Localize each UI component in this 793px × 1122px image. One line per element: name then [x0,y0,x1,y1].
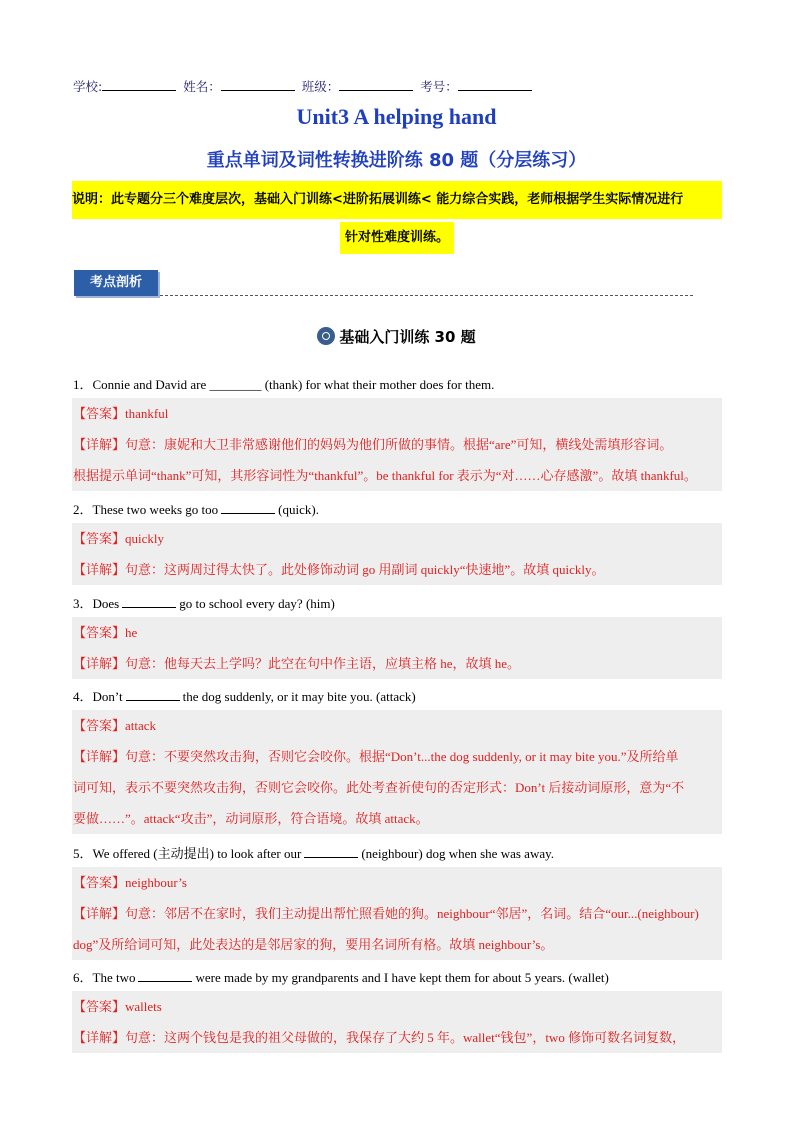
detail-label: 【详解】 [73,438,126,453]
answer-value: he [125,625,138,640]
answer-row [73,991,722,1022]
question-number: 5． [73,846,93,861]
question-text [73,843,554,862]
badge-icon [317,327,335,345]
detail-row [73,648,722,679]
answer-label: 【答案】 [73,626,126,641]
detail-text: 要做……”。attack“攻击”，动词原形，符合语境。故填 attack。 [73,811,429,826]
question-stem-end: (neighbour) dog when she was away. [361,846,555,861]
detail-row [73,741,722,772]
detail-label: 【详解】 [73,657,126,672]
answer-box [72,398,722,491]
detail-label: 【详解】 [73,563,126,578]
answer-blank[interactable] [304,847,358,858]
question-stem: Connie and David are ________ (thank) for what their mother does for them. [92,377,495,392]
answer-value: thankful [125,406,169,421]
detail-label: 【详解】 [73,750,126,765]
question-stem: The two [92,970,136,985]
detail-row [73,460,722,491]
detail-text: 句意：这两周过得太快了。此处修饰动词 go 用副词 quickly“快速地”。故填 quickly。 [125,562,605,577]
answer-row [73,617,722,648]
exam-number-blank[interactable] [458,78,532,91]
section-tab: 考点剖析 [74,270,158,296]
answer-box [72,617,722,679]
answer-label: 【答案】 [73,407,126,422]
answer-blank[interactable] [221,503,275,514]
school-label: 学校: [73,79,103,94]
name-blank[interactable] [221,78,295,91]
detail-text: 句意：这两个钱包是我的祖父母做的，我保存了大约 5 年。wallet“钱包”，two 修饰可数名词复数， [125,1030,686,1045]
answer-row [73,867,722,898]
detail-text: dog”及所给词可知，此处表达的是邻居家的狗，要用名词所有格。故填 neighbour’s。 [73,937,554,952]
question-stem-end: the dog suddenly, or it may bite you. (attack) [182,689,416,704]
question-text [73,499,319,518]
question-stem: We offered (主动提出) to look after our [92,846,302,861]
question-text [73,967,609,986]
answer-value: quickly [125,531,165,546]
detail-row [73,1022,722,1053]
answer-row [73,710,722,741]
name-label: 姓名： [183,79,221,94]
detail-row [73,898,722,929]
question-stem-end: go to school every day? (him) [179,596,335,611]
instruction-note-line1: 说明：此专题分三个难度层次，基础入门训练<进阶拓展训练< 能力综合实践，老师根据学生实际情况进行 [72,181,722,219]
question-number: 4． [73,689,93,704]
detail-row [73,929,722,960]
answer-label: 【答案】 [73,876,126,891]
page-title: Unit3 A helping hand [296,104,497,129]
detail-text: 词可知，表示不要突然攻击狗，否则它会咬你。此处考查祈使句的否定形式：Don’t 后接动词原形，意为“不 [73,780,685,795]
answer-label: 【答案】 [73,1000,126,1015]
answer-row [73,398,722,429]
question-text [73,593,335,612]
question-stem: Don’t [92,689,123,704]
answer-blank[interactable] [122,597,176,608]
level-heading-text: 基础入门训练 30 题 [339,328,476,346]
question-stem: Does [92,596,120,611]
answer-label: 【答案】 [73,532,126,547]
question-text [73,374,494,393]
student-info-line [73,77,535,95]
answer-box [72,523,722,585]
question-stem-end: were made by my grandparents and I have kept them for about 5 years. (wallet) [195,970,609,985]
question-text [73,686,416,705]
question-stem-end: (quick). [278,502,319,517]
detail-text: 句意：邻居不在家时，我们主动提出帮忙照看她的狗。neighbour“邻居”，名词。结合“our...(neighbour) [125,906,699,921]
question-number: 1． [73,377,93,392]
answer-box [72,710,722,834]
detail-row [73,803,722,834]
answer-value: neighbour’s [125,875,187,890]
answer-label: 【答案】 [73,719,126,734]
detail-text: 句意：不要突然攻击狗，否则它会咬你。根据“Don’t...the dog suddenly, or it may bite you.”及所给单 [125,749,679,764]
page-subtitle: 重点单词及词性转换进阶练 80 题（分层练习） [206,150,587,171]
school-blank[interactable] [102,78,176,91]
exam-number-label: 考号： [420,79,458,94]
question-number: 3． [73,596,93,611]
class-blank[interactable] [339,78,413,91]
section-divider [160,295,693,296]
detail-label: 【详解】 [73,1031,126,1046]
answer-box [72,991,722,1053]
question-number: 2． [73,502,93,517]
answer-row [73,523,722,554]
detail-text: 根据提示单词“thank”可知，其形容词性为“thankful”。be thankful for 表示为“对……心存感激”。故填 thankful。 [73,468,697,483]
question-stem: These two weeks go too [92,502,219,517]
answer-box [72,867,722,960]
detail-row [73,772,722,803]
detail-text: 句意：他每天去上学吗？此空在句中作主语，应填主格 he，故填 he。 [125,656,521,671]
answer-value: wallets [125,999,162,1014]
detail-label: 【详解】 [73,907,126,922]
level-heading [0,326,793,347]
answer-blank[interactable] [138,971,192,982]
question-number: 6． [73,970,93,985]
detail-text: 句意：康妮和大卫非常感谢他们的妈妈为他们所做的事情。根据“are”可知，横线处需填形容词。 [125,437,673,452]
answer-blank[interactable] [126,690,180,701]
detail-row [73,554,722,585]
instruction-note-line2: 针对性难度训练。 [340,222,454,254]
detail-row [73,429,722,460]
answer-value: attack [125,718,157,733]
class-label: 班级： [301,79,340,94]
